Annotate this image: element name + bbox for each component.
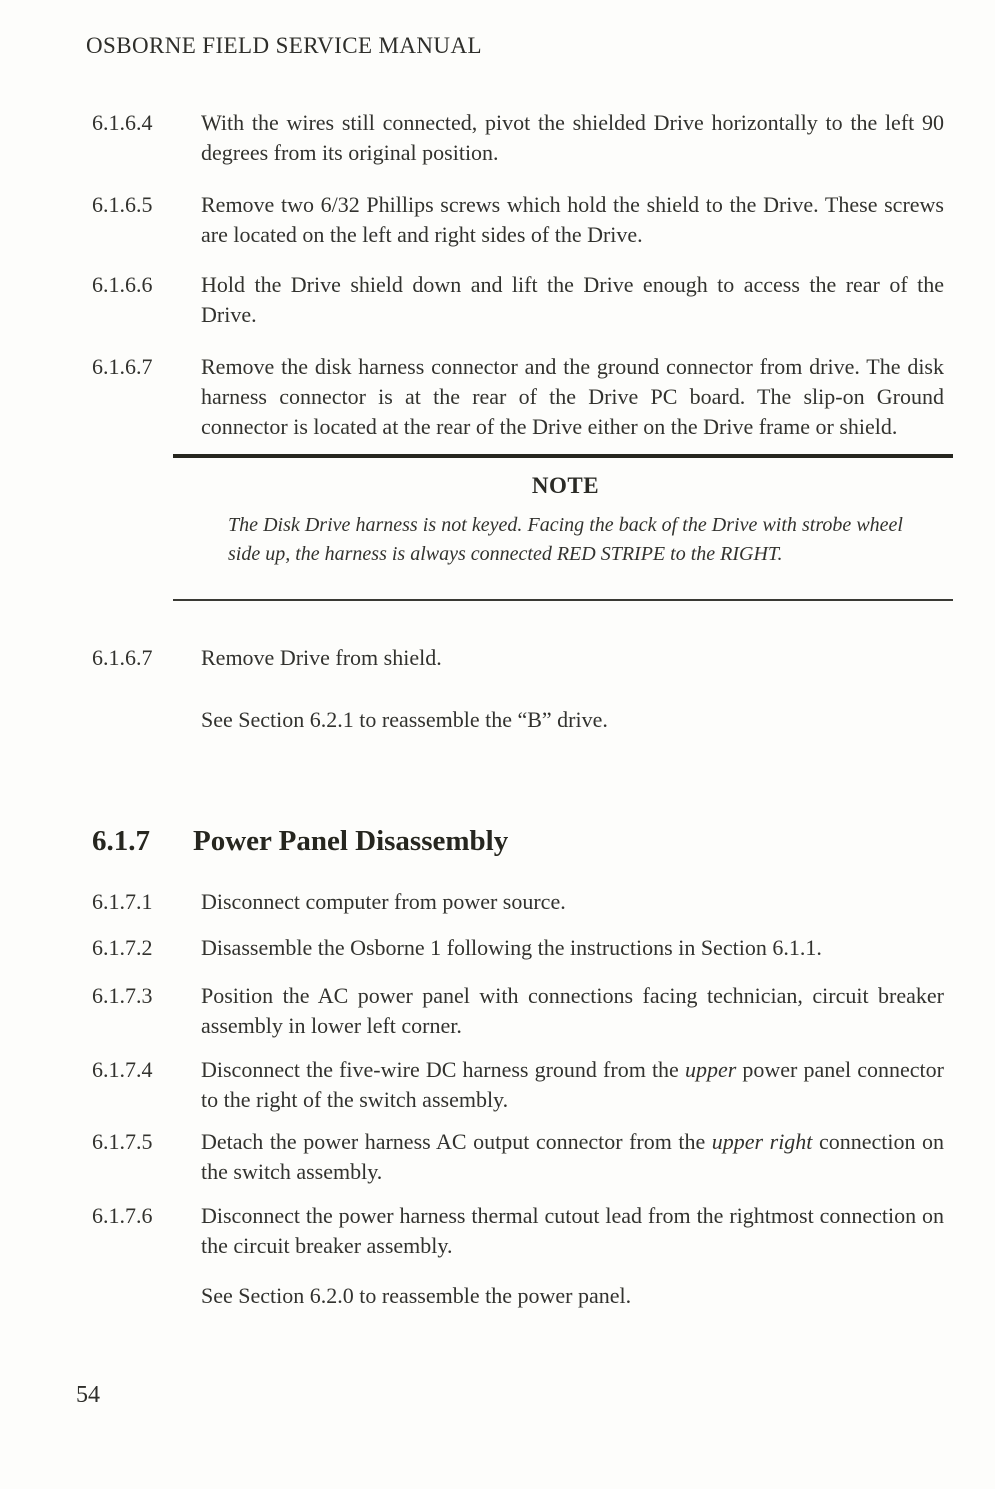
step-number: 6.1.7.1 [92,889,153,914]
step-number: 6.1.7.3 [92,983,153,1008]
step-text: Disconnect computer from power source. [201,889,566,914]
section-heading-title: Power Panel Disassembly [193,825,509,857]
step-text [201,1127,944,1187]
step-text: Hold the Drive shield down and lift the Drive enough to access the rear of the Drive. [201,272,944,327]
procedure-step [84,108,944,168]
note-body: The Disk Drive harness is not keyed. Facing the back of the Drive with strobe wheel side up, the harness is always connected RED STRIPE to the RIGHT. [228,514,903,565]
procedure-step [84,270,944,330]
step-text-italic: upper [684,1057,737,1082]
step-text: With the wires still connected, pivot the shielded Drive horizontally to the left 90 degrees from its original position. [201,110,944,165]
step-text: Remove Drive from shield. [201,645,442,670]
document-header: OSBORNE FIELD SERVICE MANUAL [86,33,482,58]
procedure-step [84,190,944,250]
step-text-segment: connection on the switch assembly. [201,1129,944,1184]
step-text: Remove the disk harness connector and the ground connector from drive. The disk harness connector is at the rear of the Drive PC board. The slip-on Ground connector is located at the rear of the Drive either on the Drive frame or shield. [201,354,944,439]
see-reference: See Section 6.2.0 to reassemble the power panel. [201,1283,632,1308]
step-number: 6.1.6.5 [92,192,153,217]
step-number: 6.1.7.6 [92,1203,153,1228]
note-box [173,454,953,601]
step-text-segment: Detach the power harness AC output connector from the [201,1129,712,1154]
note-title: NOTE [531,473,600,498]
procedure-step [84,1055,944,1115]
procedure-step [84,1127,944,1187]
page-content [84,33,944,1311]
procedure-step [84,1201,944,1261]
step-number: 6.1.6.6 [92,272,153,297]
step-text: Remove two 6/32 Phillips screws which hold the shield to the Drive. These screws are located on the left and right sides of the Drive. [201,192,944,247]
procedure-step [84,887,944,917]
step-text [201,1055,944,1115]
step-text-italic: upper right [711,1129,813,1154]
step-number: 6.1.7.5 [92,1129,153,1154]
step-number: 6.1.6.7 [92,645,153,670]
step-number: 6.1.7.2 [92,935,153,960]
step-text: Disassemble the Osborne 1 following the instructions in Section 6.1.1. [201,935,822,960]
step-text: Disconnect the power harness thermal cutout lead from the rightmost connection on the circuit breaker assembly. [201,1203,944,1258]
procedure-step [84,933,944,963]
section-heading-number: 6.1.7 [92,825,150,857]
step-text: Position the AC power panel with connections facing technician, circuit breaker assembly in lower left corner. [201,983,944,1038]
procedure-step [84,981,944,1041]
step-text-segment: power panel connector to the right of the switch assembly. [201,1057,944,1112]
step-number: 6.1.6.4 [92,110,153,135]
page-number: 54 [76,1382,100,1408]
procedure-step [84,352,944,442]
step-number: 6.1.7.4 [92,1057,153,1082]
step-number: 6.1.6.7 [92,354,153,379]
step-text-segment: Disconnect the five-wire DC harness ground from the [201,1057,685,1082]
procedure-step [84,643,944,673]
section-heading [92,823,944,859]
see-reference: See Section 6.2.1 to reassemble the “B” drive. [201,707,608,732]
